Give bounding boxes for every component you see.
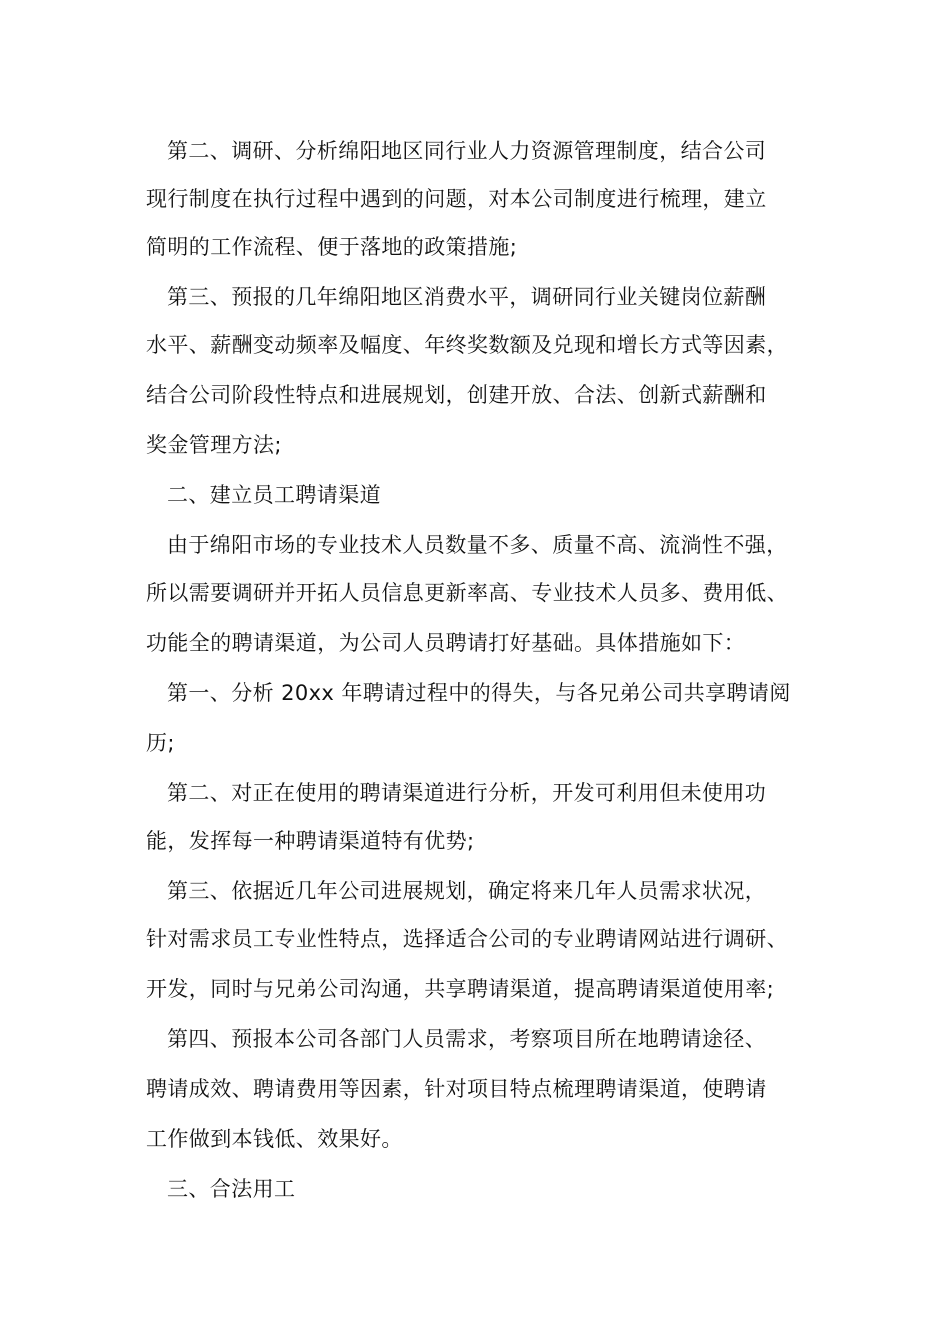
paragraph-line: 第三、预报的几年绵阳地区消费水平，调研同行业关键岗位薪酬 — [167, 285, 767, 309]
section-heading: 二、建立员工聘请渠道 — [167, 483, 381, 507]
paragraph-line: 由于绵阳市场的专业技术人员数量不多、质量不高、流淌性不强， — [167, 533, 788, 557]
paragraph-line: 功能全的聘请渠道，为公司人员聘请打好基础。具体措施如下： — [146, 631, 746, 655]
section-heading: 三、合法用工 — [167, 1177, 296, 1201]
paragraph-line: 能，发挥每一种聘请渠道特有优势; — [146, 829, 475, 853]
paragraph-line: 现行制度在执行过程中遇到的问题，对本公司制度进行梳理，建立 — [146, 187, 767, 211]
paragraph-line: 第二、对正在使用的聘请渠道进行分析，开发可利用但未使用功 — [167, 781, 767, 805]
paragraph-line: 奖金管理方法; — [146, 433, 282, 457]
paragraph-line: 第一、分析 20xx 年聘请过程中的得失，与各兄弟公司共享聘请阅 — [167, 681, 791, 705]
paragraph-line: 历; — [146, 731, 175, 755]
paragraph-line: 工作做到本钱低、效果好。 — [146, 1127, 403, 1151]
paragraph-line: 聘请成效、聘请费用等因素，针对项目特点梳理聘请渠道，使聘请 — [146, 1077, 767, 1101]
paragraph-line: 开发，同时与兄弟公司沟通，共享聘请渠道，提高聘请渠道使用率; — [146, 977, 775, 1001]
paragraph-line: 第二、调研、分析绵阳地区同行业人力资源管理制度，结合公司 — [167, 139, 767, 163]
paragraph-line: 所以需要调研并开拓人员信息更新率高、专业技术人员多、费用低、 — [146, 581, 788, 605]
paragraph-line: 简明的工作流程、便于落地的政策措施; — [146, 235, 518, 259]
paragraph-line: 第三、依据近几年公司进展规划，确定将来几年人员需求状况， — [167, 879, 767, 903]
paragraph-line: 水平、薪酬变动频率及幅度、年终奖数额及兑现和增长方式等因素， — [146, 333, 788, 357]
paragraph-line: 结合公司阶段性特点和进展规划，创建开放、合法、创新式薪酬和 — [146, 383, 767, 407]
paragraph-line: 针对需求员工专业性特点，选择适合公司的专业聘请网站进行调研、 — [146, 927, 788, 951]
paragraph-line: 第四、预报本公司各部门人员需求，考察项目所在地聘请途径、 — [167, 1027, 767, 1051]
